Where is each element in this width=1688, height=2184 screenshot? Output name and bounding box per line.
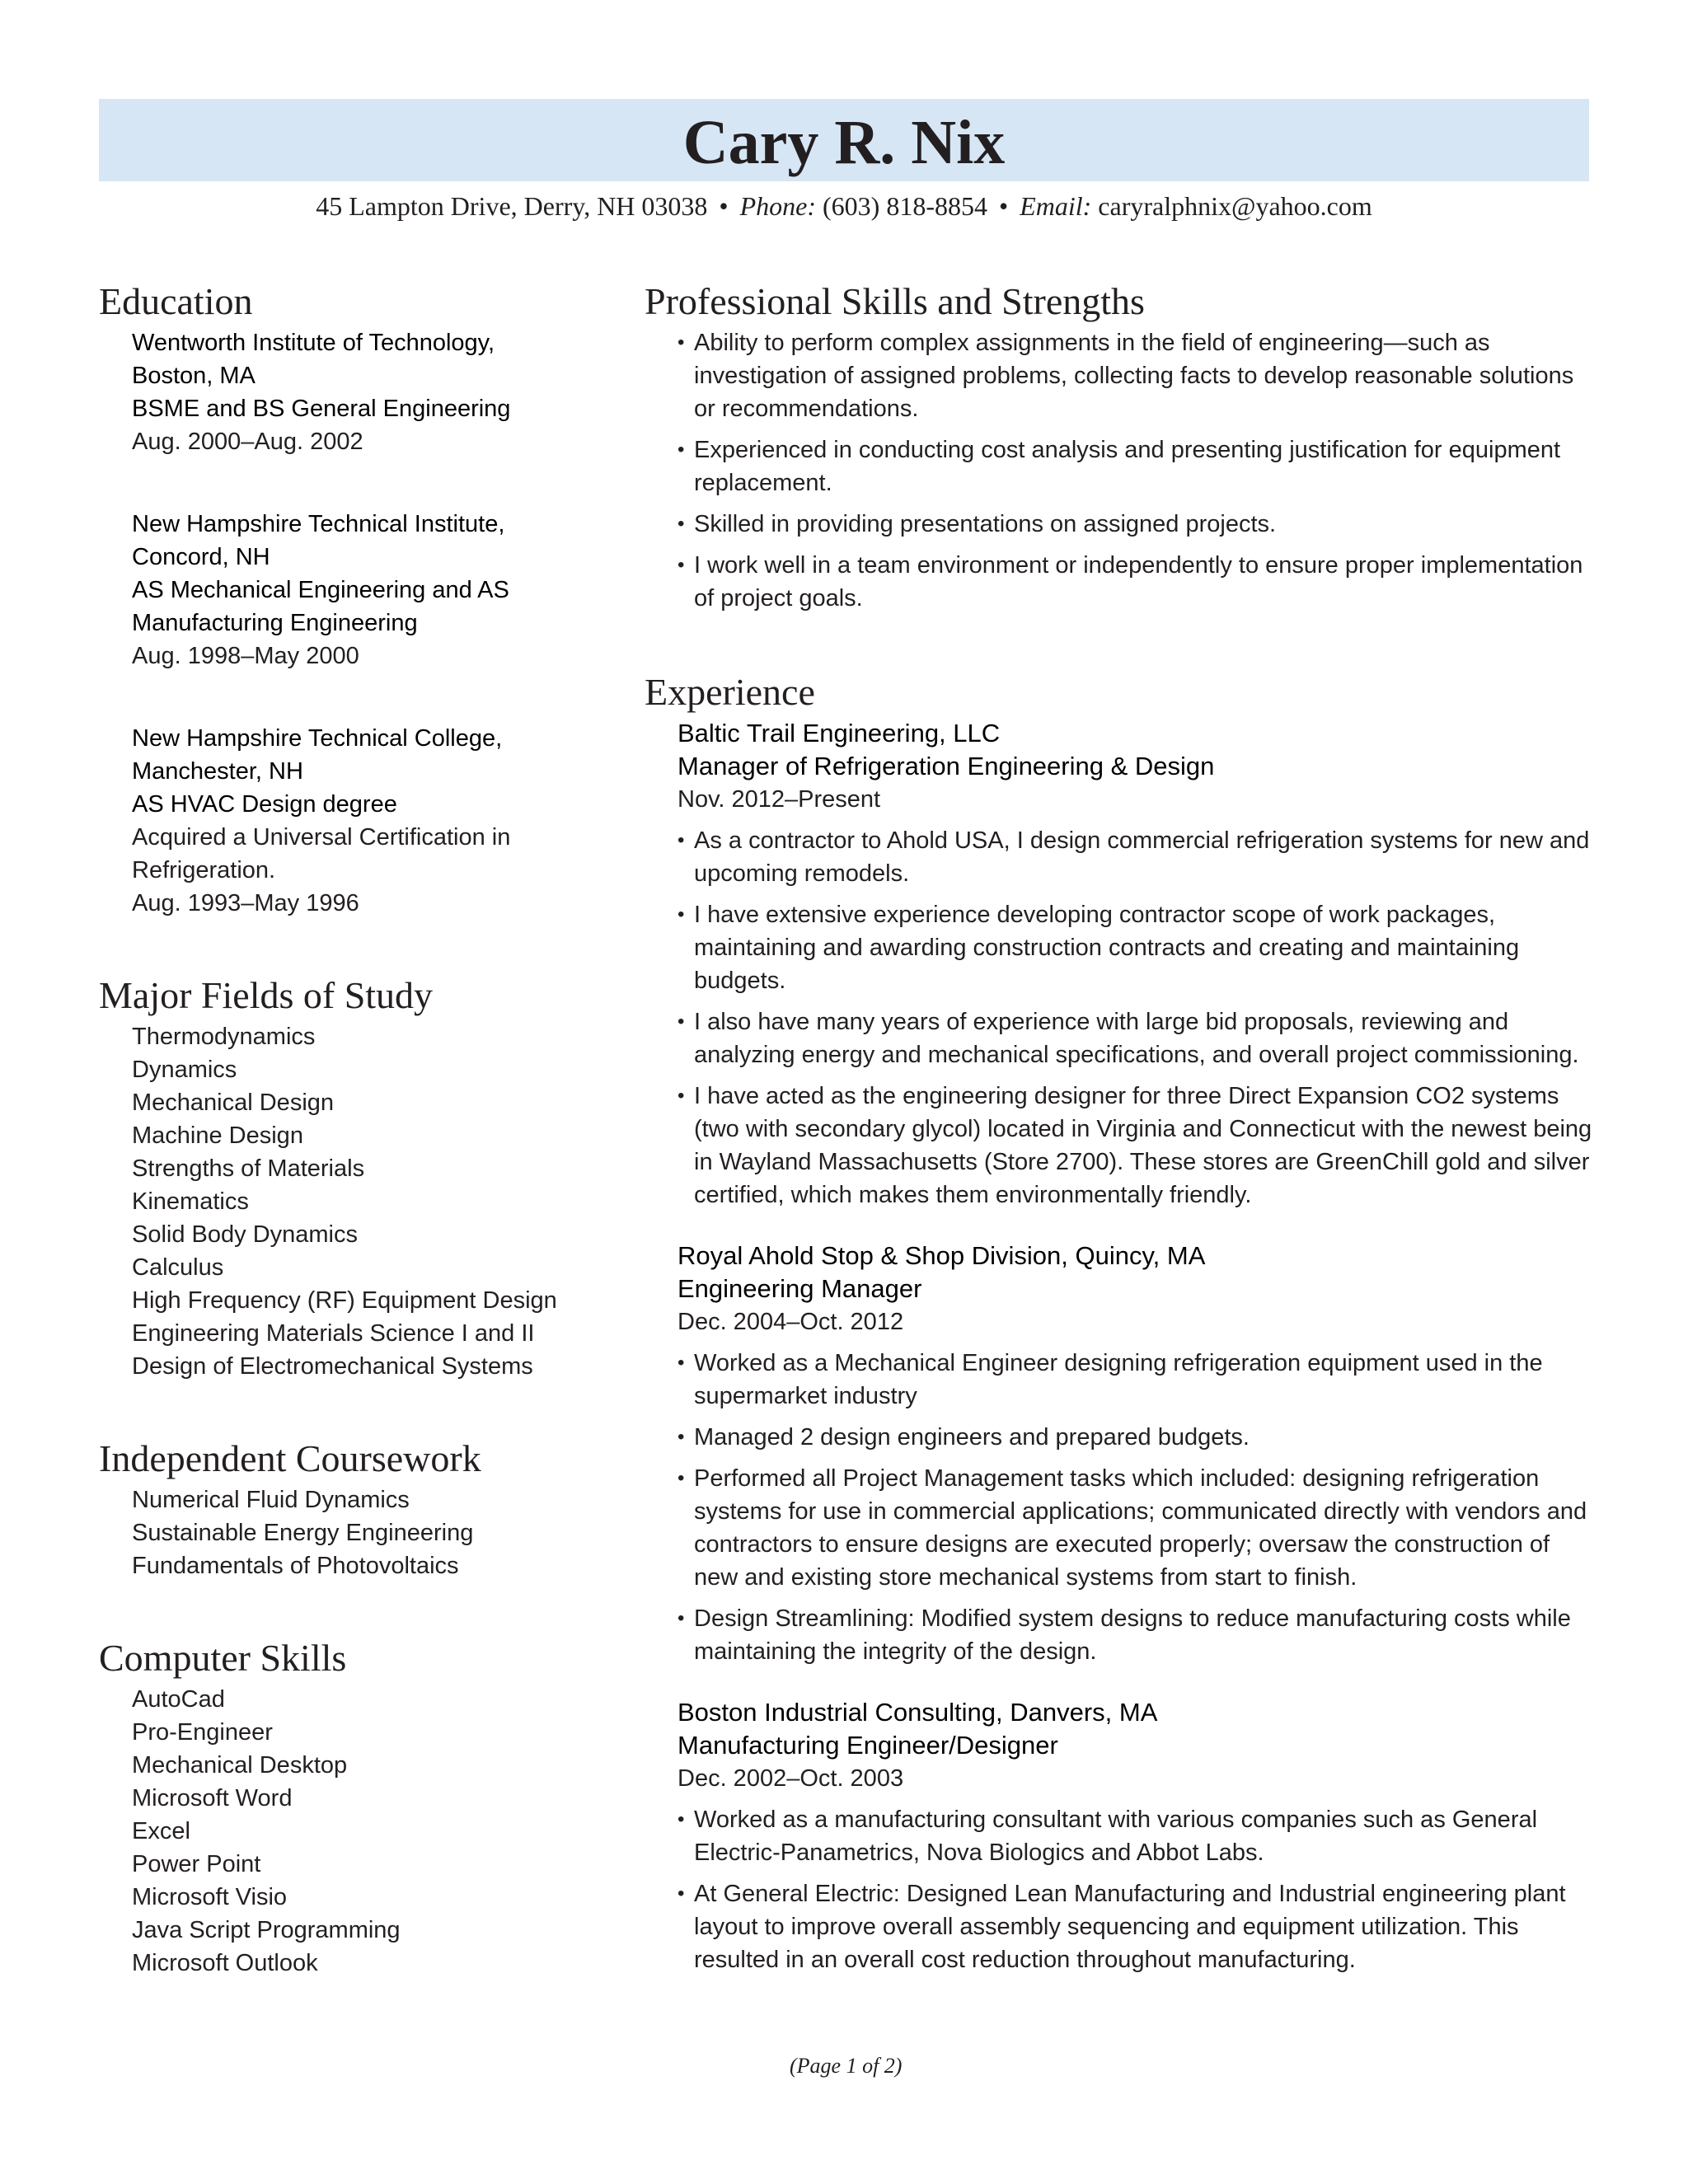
job-title: Manager of Refrigeration Engineering & Design [678,752,1215,780]
school-line: New Hampshire Technical College, [132,725,503,752]
job-bullet: • Design Streamlining: Modified system designs to reduce manufacturing costs while maintaining the integrity of the design. [678,1602,1592,1668]
certification-note: Refrigeration. [132,857,276,883]
list-item: AutoCad [132,1686,225,1713]
list-item: Microsoft Word [132,1785,293,1811]
job-bullet: • At General Electric: Designed Lean Manufacturing and Industrial engineering plant layout to improve overall assembly sequencing and equipment utilization. This resulted in an overall cost reduction throughout manufacturing. [678,1877,1592,1976]
list-item: Mechanical Desktop [132,1752,348,1779]
job-dates: Nov. 2012–Present [678,786,881,813]
education-entry [132,508,626,673]
fields-of-study-list [99,1020,626,1383]
list-item: Machine Design [132,1122,303,1149]
job-bullets [645,824,1592,1212]
list-item: Solid Body Dynamics [132,1221,358,1248]
job-bullet: • I also have many years of experience with large bid proposals, reviewing and analyzing energy and mechanical specifications, and overall project commissioning. [678,1005,1592,1071]
email-label: Email: [1020,191,1092,221]
education-dates: Aug. 1993–May 1996 [132,890,359,916]
degree: BSME and BS General Engineering [132,396,511,422]
job-title: Manufacturing Engineer/Designer [678,1731,1058,1760]
job-dates: Dec. 2002–Oct. 2003 [678,1765,904,1792]
job-bullet: • Managed 2 design engineers and prepared budgets. [678,1421,1592,1454]
school-line: New Hampshire Technical Institute, [132,511,505,537]
school-location: Boston, MA [132,363,256,389]
job-dates: Dec. 2004–Oct. 2012 [678,1309,904,1335]
contact-line [0,191,1688,222]
skill-bullet: • Experienced in conducting cost analysis and presenting justification for equipment replacement. [678,434,1592,499]
job-company: Royal Ahold Stop & Shop Division, Quincy, MA [678,1241,1206,1270]
job-title: Engineering Manager [678,1274,922,1303]
list-item: Kinematics [132,1188,249,1215]
job-header [645,1240,1592,1338]
job-bullet: • Worked as a manufacturing consultant with various companies such as General Electric-Panametrics, Nova Biologics and Abbot Labs. [678,1803,1592,1869]
list-item: Microsoft Outlook [132,1950,318,1976]
computer-skills-heading: Computer Skills [99,1637,347,1679]
address: 45 Lampton Drive, Derry, NH 03038 [316,191,708,221]
page-number: (Page 1 of 2) [790,2054,903,2078]
job-bullets [645,1347,1592,1668]
list-item: Fundamentals of Photovoltaics [132,1553,459,1579]
job-entry [645,1240,1592,1668]
job-bullet: • As a contractor to Ahold USA, I design commercial refrigeration systems for new and upcoming remodels. [678,824,1592,890]
job-entry [645,1696,1592,1976]
computer-skills-list [99,1683,626,1980]
list-item: Java Script Programming [132,1917,401,1943]
coursework-list [99,1483,626,1582]
education-entry [132,326,626,458]
list-item: Pro-Engineer [132,1719,273,1746]
job-bullet: • Worked as a Mechanical Engineer designing refrigeration equipment used in the supermarket industry [678,1347,1592,1413]
job-bullet: • I have extensive experience developing contractor scope of work packages, maintaining and awarding construction contracts and creating and maintaining budgets. [678,898,1592,997]
list-item: Calculus [132,1254,224,1281]
education-dates: Aug. 2000–Aug. 2002 [132,429,363,455]
experience-heading: Experience [645,671,815,713]
list-item: Microsoft Visio [132,1884,288,1910]
list-item: Dynamics [132,1057,237,1083]
list-item: Thermodynamics [132,1024,316,1050]
education-entry [132,722,626,920]
skill-bullet: • Skilled in providing presentations on assigned projects. [678,508,1592,541]
list-item: Design of Electromechanical Systems [132,1353,533,1380]
email[interactable]: caryralphnix@yahoo.com [1098,191,1372,221]
coursework-heading: Independent Coursework [99,1437,481,1479]
phone: (603) 818-8854 [823,191,987,221]
school-location: Manchester, NH [132,758,303,785]
school-line: Wentworth Institute of Technology, [132,330,495,356]
job-bullets [645,1803,1592,1976]
list-item: Numerical Fluid Dynamics [132,1487,410,1513]
left-column [99,277,626,1980]
skills-list [645,326,1592,615]
candidate-name: Cary R. Nix [682,108,1006,177]
degree-continued: Manufacturing Engineering [132,610,418,636]
education-dates: Aug. 1998–May 2000 [132,643,359,669]
phone-label: Phone: [739,191,817,221]
school-location: Concord, NH [132,544,270,570]
fields-of-study-heading: Major Fields of Study [99,974,434,1016]
list-item: Strengths of Materials [132,1155,365,1182]
list-item: Power Point [132,1851,261,1877]
right-column [645,277,1592,2004]
education-section [99,326,626,920]
job-company: Baltic Trail Engineering, LLC [678,719,1001,748]
job-bullet: • I have acted as the engineering designer for three Direct Expansion CO2 systems (two with secondary glycol) located in Virginia and Connecticut with the newest being in Wayland Massachusetts (Store 2700). These stores are GreenChill gold and silver certified, which makes them environmentally friendly. [678,1080,1592,1212]
job-header [645,1696,1592,1795]
list-item: Mechanical Design [132,1090,335,1116]
list-item: Excel [132,1818,190,1844]
job-entry [645,717,1592,1212]
job-header [645,717,1592,816]
list-item: Engineering Materials Science I and II [132,1320,535,1347]
skills-heading: Professional Skills and Strengths [645,280,1145,322]
list-item: Sustainable Energy Engineering [132,1520,474,1546]
job-bullet: • Performed all Project Management tasks which included: designing refrigeration systems for use in commercial applications; communicated directly with vendors and contractors to ensure designs are executed properly; oversaw the construction of new and existing store mechanical systems from start to finish. [678,1462,1592,1594]
degree: AS Mechanical Engineering and AS [132,577,509,603]
degree: AS HVAC Design degree [132,791,397,818]
separator-dot: • [998,191,1009,221]
skill-bullet: • I work well in a team environment or independently to ensure proper implementation of project goals. [678,549,1592,615]
skill-bullet: • Ability to perform complex assignments in the field of engineering—such as investigation of assigned problems, collecting facts to develop reasonable solutions or recommendations. [678,326,1592,425]
certification-note: Acquired a Universal Certification in [132,824,511,851]
education-heading: Education [99,280,253,322]
job-company: Boston Industrial Consulting, Danvers, MA [678,1698,1158,1727]
list-item: High Frequency (RF) Equipment Design [132,1287,557,1314]
separator-dot: • [719,191,729,221]
